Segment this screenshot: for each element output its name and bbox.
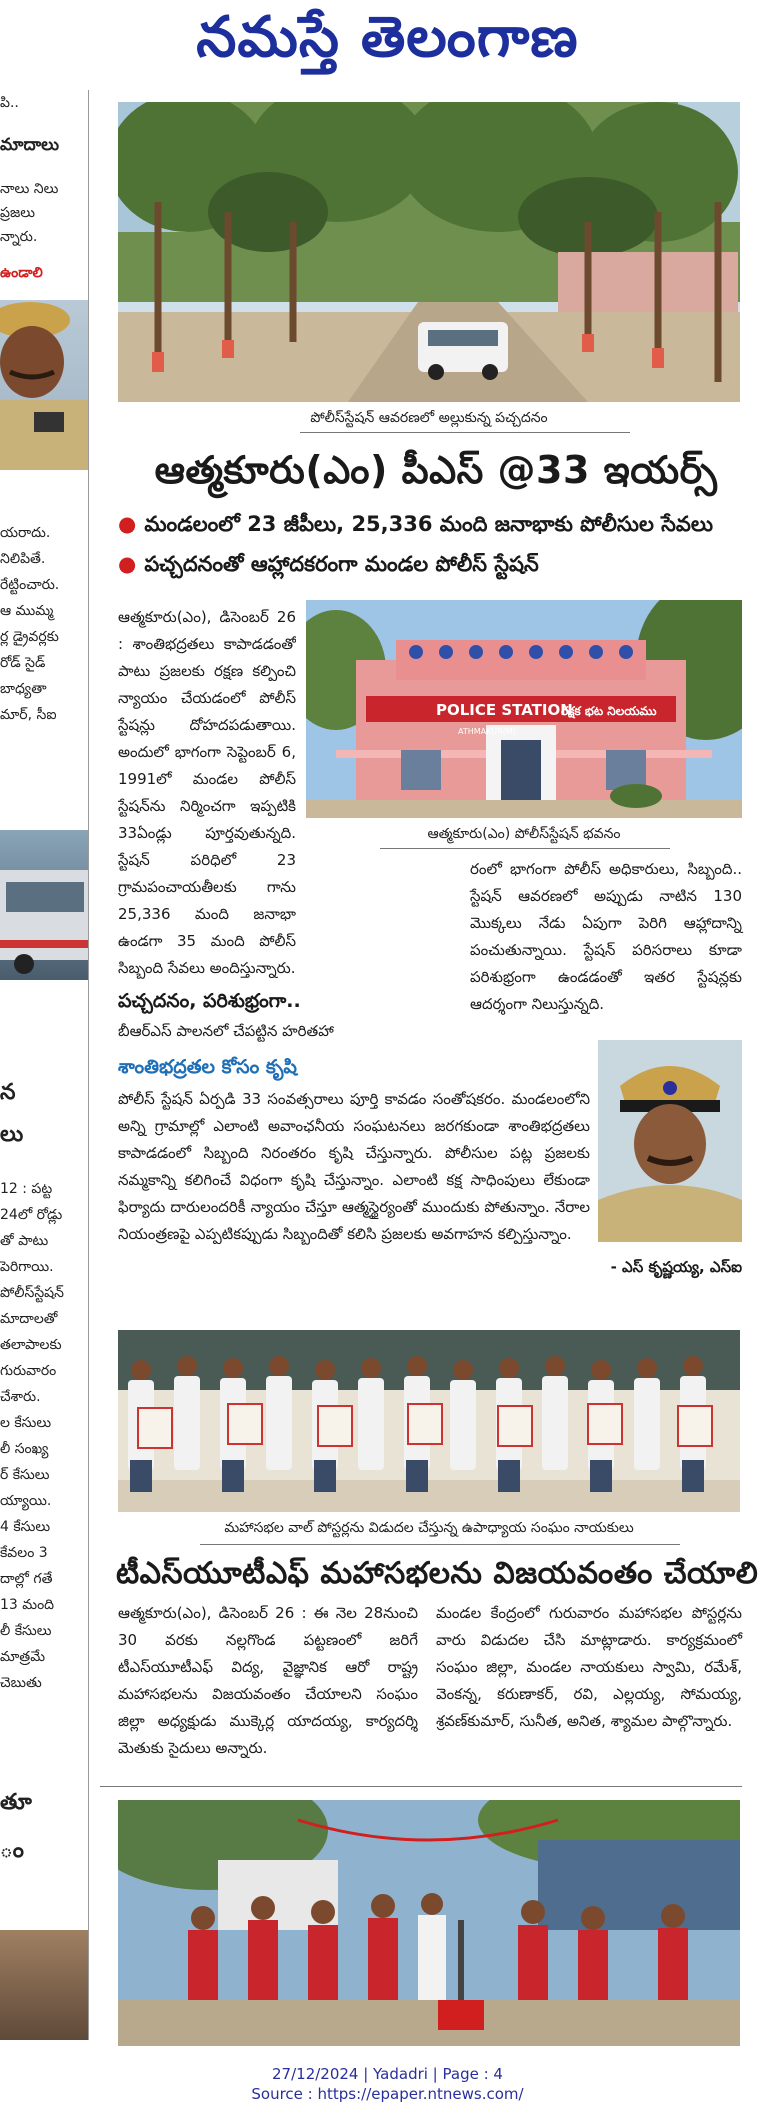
article-headline: టీఎస్‌యూటీఎఫ్ మహాసభలను విజయవంతం చేయాలి: [116, 1556, 759, 1591]
article-body-text: బీఆర్ఎస్ పాలనలో చేపట్టిన హరితహా: [118, 1022, 334, 1040]
quote-attribution: - ఎస్ కృష్ణయ్య, ఎస్ఐ: [610, 1258, 742, 1276]
left-fragment: ర్ల డ్రైవర్లకు: [0, 629, 59, 645]
article-body-right: రంలో భాగంగా పోలీస్ అధికారులు, సిబ్బంది.. స్టేషన్ ఆవరణలో అప్పుడు నాటిన 130 మొక్కలు నేడు ఏపుగా పెరిగి ఆహ్లాదాన్ని పంచుతున్నాయి. స్టేషన్ పరిసరాలు కూడా పరిశుభ్రంగా ఉండడంతో ఇతర స్టేషన్లకు ఆదర్శంగా నిలుస్తున్నది.: [470, 860, 742, 1013]
page-footer: [0, 2064, 775, 2104]
teachers-union-poster-photo: [118, 1330, 740, 1512]
left-fragment: లీ కేసులు: [0, 1623, 52, 1639]
left-fragment: 13 మంది: [0, 1597, 55, 1613]
left-fragment: యరాదు.: [0, 525, 51, 541]
left-fragment: గురువారం: [0, 1363, 57, 1379]
left-fragment: ం: [0, 1838, 24, 1863]
photo-caption: మహాసభల వాల్ పోస్టర్లను విడుదల చేస్తున్న ఉపాధ్యాయ సంఘం నాయకులు: [224, 1520, 634, 1536]
left-fragment: మాదాలు: [0, 135, 60, 155]
caption-rule: [200, 1544, 680, 1545]
left-fragment: తూ: [0, 1790, 32, 1815]
left-fragment: చేశారు.: [0, 1389, 41, 1405]
left-fragment: కేవలం 3: [0, 1545, 48, 1561]
left-fragment: నిలిపితే.: [0, 551, 46, 567]
left-fragment: మాత్రమే: [0, 1649, 46, 1665]
article-subhead: పచ్చదనం, పరిశుభ్రంగా..: [118, 990, 301, 1012]
left-fragment: దాల్లో గతే: [0, 1571, 53, 1587]
left-fragment: తలాపాలకు: [0, 1337, 62, 1353]
newspaper-title: నమస్తే తెలంగాణ: [196, 4, 579, 70]
quote-text: పోలీస్ స్టేషన్ ఏర్పడి 33 సంవత్సరాలు పూర్తి కావడం సంతోషకరం. మండలంలోని అన్ని గ్రామాల్లో ఎలాంటి అవాంఛనీయ సంఘటనలు జరగకుండా శాంతిభద్రతలు కాపాడడంలో సిబ్బంది నిరంతరం కృషి చేస్తున్నారు. పోలీసుల పట్ల ప్రజలకు నమ్మకాన్ని కలిగించే విధంగా కృషి చేస్తున్నాం. ఎలాంటి కక్ష సాధింపులు లేకుండా ఫిర్యాదు దారులందరికీ న్యాయం చేస్తూ ఆత్మస్థైర్యంతో ముందుకు పోతున్నాం. నేరాల నియంత్రణపై ఎప్పటికప్పుడు సిబ్బందితో కలిసి ప్రజలకు అవగాహన కల్పిస్తున్నాం.: [118, 1090, 590, 1243]
left-fragment: మార్, సీఐ: [0, 707, 57, 723]
bus-photo-fragment: [0, 830, 88, 980]
left-fragment: ఉండాలి: [0, 265, 43, 281]
left-fragment: రోడ్ సైడ్: [0, 655, 46, 671]
station-sign-subtext: ATHMAKUR(M): [458, 727, 516, 736]
source-link[interactable]: Source : https://epaper.ntnews.com/: [251, 2085, 524, 2103]
headline-bullet: ● మండలంలో 23 జీపీలు, 25,336 మంది జనాభాకు పోలీసుల సేవలు: [118, 512, 713, 536]
left-fragment: బాధ్యతా: [0, 681, 47, 697]
left-fragment: ర్ కేసులు: [0, 1467, 50, 1483]
left-fragment: 4 కేసులు: [0, 1519, 51, 1535]
photo-fragment: [0, 1930, 88, 2040]
left-fragment: ఆ ముమ్మ: [0, 603, 54, 619]
left-fragment: 12 : పట్ట: [0, 1181, 53, 1197]
quote-title: శాంతిభద్రతల కోసం కృషి: [118, 1056, 297, 1078]
officer-photo-fragment: [0, 300, 88, 470]
left-fragment: మాదాలతో: [0, 1311, 58, 1327]
left-fragment: 24లో రోడ్లు: [0, 1207, 63, 1223]
left-fragment: నాలు నిలు: [0, 181, 59, 197]
masthead: [0, 0, 775, 80]
left-fragment: పోలీస్‌స్టేషన్: [0, 1285, 64, 1301]
left-fragment: పెరిగాయి.: [0, 1259, 54, 1275]
bullet-text: మండలంలో 23 జీపీలు, 25,336 మంది జనాభాకు పోలీసుల సేవలు: [144, 512, 713, 536]
edition-info: 27/12/2024 | Yadadri | Page : 4: [272, 2065, 503, 2083]
section-rule: [100, 1786, 742, 1787]
article-body-right: మండల కేంద్రంలో గురువారం మహాసభల పోస్టర్లను వారు విడుదల చేసి మాట్లాడారు. కార్యక్రమంలో సంఘం జిల్లా, మండల నాయకులు స్వామి, రమేశ్, వెంకన్న, కరుణాకర్, రవి, ఎల్లయ్య, సోమయ్య, శ్రవణ్‌కుమార్, సునీత, అనిత, శ్యామల పాల్గొన్నారు.: [436, 1604, 742, 1730]
left-fragment: న్నారు.: [0, 229, 38, 245]
left-fragment: చెబుతు: [0, 1675, 42, 1691]
left-fragment: లు: [0, 1122, 24, 1147]
caption-rule: [300, 432, 630, 433]
article-body-intro: [118, 604, 296, 982]
police-station-grounds-photo: [118, 102, 740, 402]
police-station-building-photo: [306, 600, 742, 818]
photo-caption: ఆత్మకూరు(ఎం) పోలీస్‌స్టేషన్ భవనం: [427, 826, 621, 842]
station-sign-text: POLICE STATION: [436, 701, 573, 719]
left-fragment: ప్రజలు: [0, 205, 35, 221]
officer-portrait-photo: [598, 1040, 742, 1242]
left-column-fragments: [0, 90, 89, 2040]
left-fragment: లీ సంఖ్య: [0, 1441, 49, 1457]
body-text: ఆత్మకూరు(ఎం), డిసెంబర్ 26 : శాంతిభద్రతలు కాపాడడంతో పాటు ప్రజలకు రక్షణ కల్పించి న్యాయం చేయడంలో పోలీస్ స్టేషన్లు దోహదపడుతాయి. అందులో భాగంగా సెప్టెంబర్ 6, 1991లో మండల పోలీస్ స్టేషన్‌ను నిర్మించగా ఇప్పటికి 33ఏండ్లు పూర్తవుతున్నది. స్టేషన్ పరిధిలో 23 గ్రామపంచాయతీలకు గాను 25,336 మంది జనాభా ఉండగా 35 మంది పోలీస్ సిబ్బంది సేవలు అందిస్తున్నారు.: [118, 608, 296, 977]
left-fragment: పి..: [0, 95, 19, 111]
headline-bullet: ● పచ్చదనంతో ఆహ్లాదకరంగా మండల పోలీస్ స్టేషన్: [118, 552, 539, 576]
bullet-text: పచ్చదనంతో ఆహ్లాదకరంగా మండల పోలీస్ స్టేషన్: [144, 552, 539, 576]
left-fragment: తో పాటు: [0, 1233, 49, 1249]
left-fragment: రేట్టించారు.: [0, 577, 60, 593]
station-sign-telugu: రక్షక భట నిలయము: [561, 704, 657, 718]
quote-body: [118, 1086, 590, 1248]
article-headline: ఆత్మకూరు(ఎం) పీఎస్ @33 ఇయర్స్: [154, 448, 718, 492]
left-fragment: య్యాయి.: [0, 1493, 52, 1509]
photo-caption: పోలీస్‌స్టేషన్ ఆవరణలో అల్లుకున్న పచ్చదనం: [310, 410, 548, 426]
article-body-left: ఆత్మకూరు(ఎం), డిసెంబర్ 26 : ఈ నెల 28నుంచి 30 వరకు నల్లగొండ పట్టణంలో జరిగే టీఎస్‌యూటీఎఫ్ విద్య, వైజ్ఞానిక ఆరో రాష్ట్ర మహాసభలను విజయవంతం చేయాలని సంఘం జిల్లా అధ్యక్షుడు ముక్కెర్ల యాదయ్య, కార్యదర్శి మెతుకు సైదులు అన్నారు.: [118, 1604, 418, 1757]
left-fragment: న: [0, 1080, 16, 1105]
caption-rule: [380, 848, 670, 849]
party-flag-hoisting-photo: [118, 1800, 740, 2046]
left-fragment: ల కేసులు: [0, 1415, 52, 1431]
